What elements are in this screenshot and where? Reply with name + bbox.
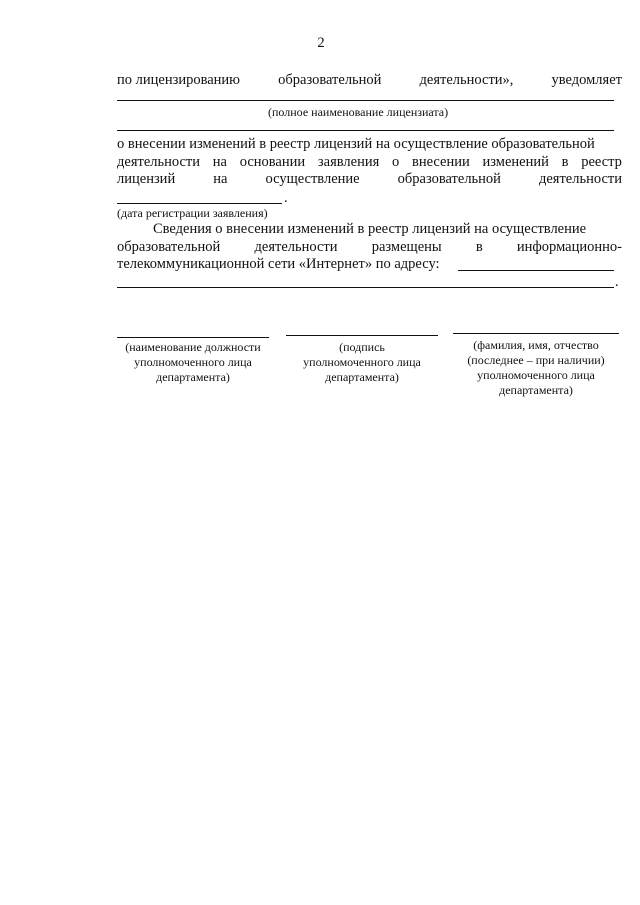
caption-line: уполномоченного лица bbox=[477, 368, 595, 382]
date-caption: (дата регистрации заявления) bbox=[117, 206, 268, 220]
text: о внесении изменений в реестр лицензий на осуществление образовательной bbox=[117, 136, 595, 152]
word: по лицензированию bbox=[117, 72, 241, 88]
licensee-name-blank-line[interactable] bbox=[117, 100, 614, 101]
date-blank-line[interactable] bbox=[117, 203, 282, 204]
text-line-4 bbox=[117, 155, 622, 170]
text: Сведения о внесении изменений в реестр лицензий на осуществление bbox=[153, 221, 587, 237]
caption-line: департамента) bbox=[325, 370, 399, 384]
word: реестр bbox=[581, 154, 622, 170]
word: лицензий bbox=[117, 171, 176, 187]
word: деятельности bbox=[254, 239, 338, 255]
text-line-5 bbox=[117, 172, 622, 187]
period: . bbox=[284, 190, 288, 206]
address-continuation-line[interactable] bbox=[117, 287, 614, 288]
word: на bbox=[213, 171, 228, 187]
licensee-caption: (полное наименование лицензиата) bbox=[268, 105, 449, 119]
caption-line: уполномоченного лица bbox=[303, 355, 421, 369]
word: информационно- bbox=[516, 239, 622, 255]
page-number: 2 bbox=[317, 35, 325, 51]
word: осуществление bbox=[265, 171, 360, 187]
signature-caption bbox=[276, 340, 448, 385]
word: образовательной bbox=[278, 72, 382, 88]
text-line-10: телекоммуникационной сети «Интернет» по адресу: bbox=[117, 256, 440, 272]
full-name-caption bbox=[443, 338, 629, 398]
word: заявления bbox=[317, 154, 380, 170]
word: изменений bbox=[482, 154, 549, 170]
word: деятельности bbox=[538, 171, 622, 187]
word: образовательной bbox=[117, 239, 221, 255]
word: размещены bbox=[371, 239, 442, 255]
name-signature-line[interactable] bbox=[453, 333, 619, 334]
caption-line: (фамилия, имя, отчество bbox=[473, 338, 599, 352]
caption-line: департамента) bbox=[156, 370, 230, 384]
word: в bbox=[561, 154, 569, 170]
word: о bbox=[392, 154, 400, 170]
text-line-9 bbox=[117, 240, 622, 255]
word: деятельности bbox=[117, 154, 201, 170]
word: образовательной bbox=[397, 171, 501, 187]
position-signature-line[interactable] bbox=[117, 337, 269, 338]
signature-line[interactable] bbox=[286, 335, 438, 336]
text-line-3 bbox=[117, 137, 622, 152]
word: на bbox=[212, 154, 227, 170]
caption-line: (подпись bbox=[339, 340, 385, 354]
word: основании bbox=[239, 154, 306, 170]
word: внесении bbox=[412, 154, 470, 170]
address-blank-line[interactable] bbox=[458, 270, 614, 271]
word: уведомляет bbox=[551, 72, 622, 88]
caption-line: уполномоченного лица bbox=[134, 355, 252, 369]
text-line-8 bbox=[153, 222, 622, 237]
text-line-1 bbox=[117, 73, 622, 88]
word: деятельности», bbox=[419, 72, 514, 88]
period: . bbox=[615, 274, 619, 290]
blank-line[interactable] bbox=[117, 130, 614, 131]
word: в bbox=[475, 239, 483, 255]
caption-line: департамента) bbox=[499, 383, 573, 397]
position-caption bbox=[107, 340, 279, 385]
caption-line: (последнее – при наличии) bbox=[467, 353, 605, 367]
caption-line: (наименование должности bbox=[125, 340, 261, 354]
